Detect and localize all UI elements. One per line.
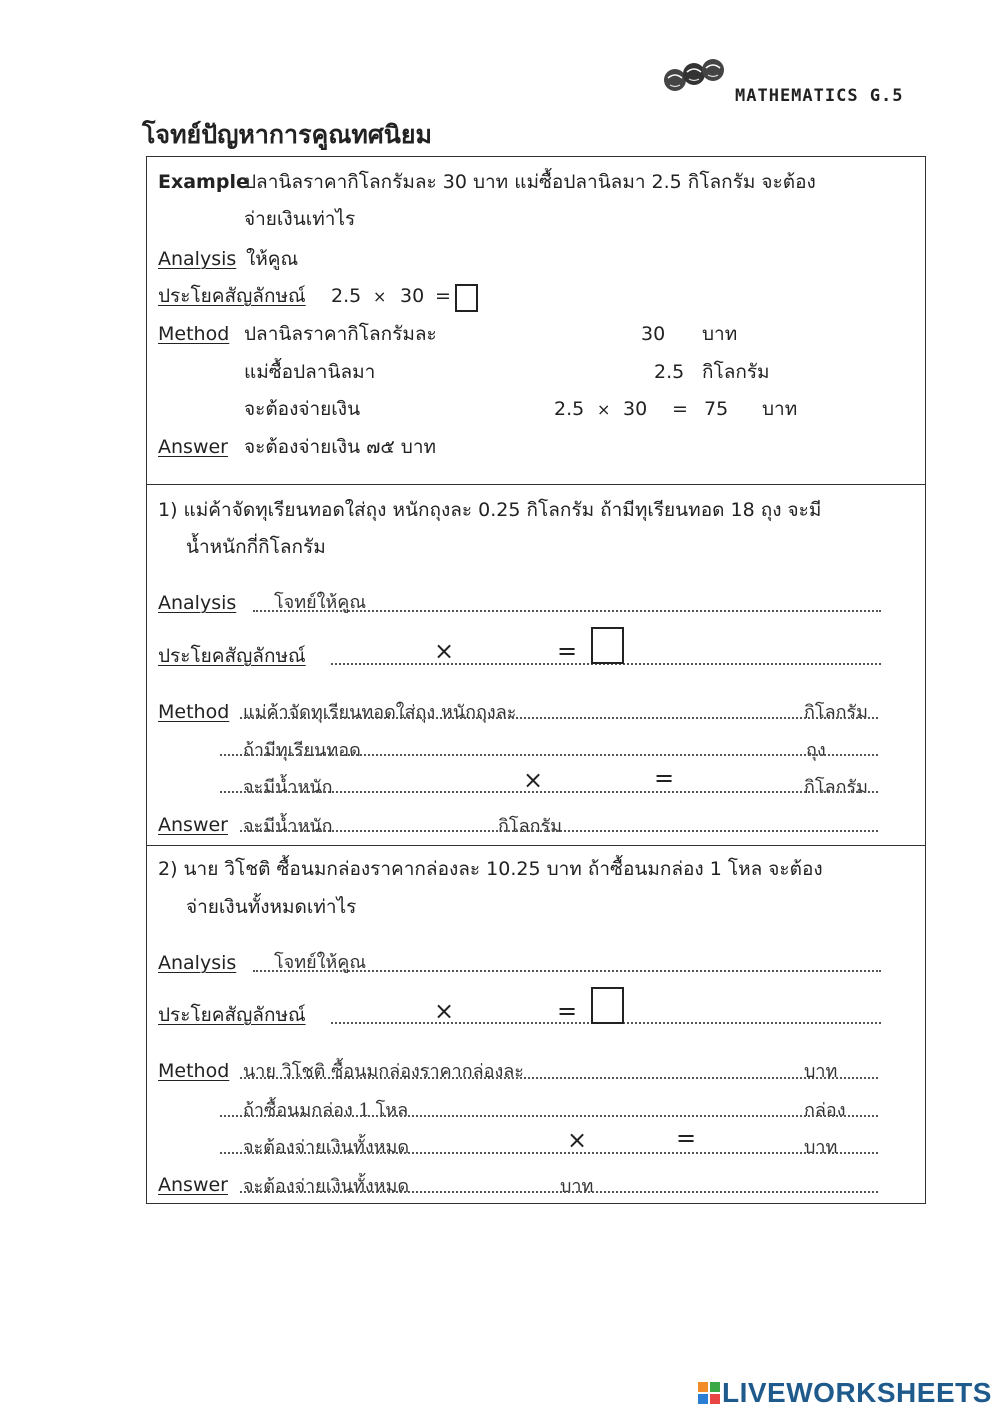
problem2-answer-unit: บาท (560, 1176, 594, 1197)
page-title: โจทย์ปัญหาการคูณทศนิยม (142, 120, 432, 149)
times-sign: × (373, 287, 387, 306)
example-sentence-a: 2.5 (331, 285, 362, 307)
problem2-method-row1-unit: บาท (804, 1061, 838, 1082)
example-answer-label: Answer (158, 436, 228, 458)
problem1-method-row3-text: จะมีน้ำหนัก (243, 777, 333, 798)
problem2-method-row2-unit: กล่อง (804, 1100, 846, 1121)
example-method-row1-value: 30 (641, 323, 666, 345)
problem2-method-row2-line[interactable] (220, 1115, 878, 1117)
problem1-answer-text: จะมีน้ำหนัก (243, 816, 333, 837)
problem1-method-times-sign: × (523, 766, 544, 794)
problem2-times-sign: × (434, 997, 455, 1025)
problem1-method-row1-unit: กิโลกรัม (804, 702, 869, 723)
problem2-method-row3-unit: บาท (804, 1137, 838, 1158)
problem2-equals-sign: = (557, 997, 578, 1025)
example-answer-text: จะต้องจ่ายเงิน ๗๕ บาท (244, 436, 437, 458)
problem1-method-equals-sign: = (654, 764, 675, 792)
problem1-answer-line[interactable] (240, 830, 878, 832)
example-method-row1-text: ปลานิลราคากิโลกรัมละ (244, 323, 437, 345)
example-method-row3-b: 30 (623, 398, 648, 420)
example-method-row3-result: 75 (704, 398, 729, 420)
example-analysis-text: ให้คูณ (246, 248, 299, 270)
problem1-analysis-line (253, 610, 881, 612)
problem2-analysis-answer[interactable]: โจทย์ให้คูณ (274, 952, 367, 973)
problem2-answer-line[interactable] (240, 1191, 878, 1193)
liveworksheets-logo-icon (698, 1382, 720, 1404)
example-sentence-b: 30 (400, 285, 425, 307)
problem2-analysis-label: Analysis (158, 952, 237, 974)
problem1-method-row3-unit: กิโลกรัม (804, 777, 869, 798)
example-answer-box (455, 284, 478, 312)
example-question-line2: จ่ายเงินเท่าไร (244, 208, 356, 230)
problem2-method-row3-line[interactable] (220, 1152, 878, 1154)
problem2-answer-text: จะต้องจ่ายเงินทั้งหมด (243, 1176, 410, 1197)
problem2-question-line1: 2) นาย วิโชติ ซื้อนมกล่องราคากล่องละ 10.25 บาท ถ้าซื้อนมกล่อง 1 โหล จะต้อง (158, 858, 823, 880)
example-method-row2-value: 2.5 (654, 361, 685, 383)
problem2-method-row2-text: ถ้าซื้อนมกล่อง 1 โหล (243, 1100, 409, 1121)
example-method-label: Method (158, 323, 230, 345)
example-analysis-label: Analysis (158, 248, 237, 270)
problem1-method-row2-text: ถ้ามีทุเรียนทอด (243, 740, 361, 761)
globe-logo-icon (662, 58, 726, 100)
problem2-method-times-sign: × (567, 1126, 588, 1154)
problem2-method-row1-line[interactable] (240, 1077, 878, 1079)
problem2-method-equals-sign: = (676, 1124, 697, 1152)
problem1-method-row3-line[interactable] (220, 791, 878, 793)
example-method-row2-text: แม่ซื้อปลานิลมา (244, 361, 376, 383)
problem2-sentence-label: ประโยคสัญลักษณ์ (158, 1004, 306, 1026)
problem2-question-line2: จ่ายเงินทั้งหมดเท่าไร (186, 896, 357, 918)
example-method-row3-a: 2.5 (554, 398, 585, 420)
problem2-method-label: Method (158, 1060, 230, 1082)
problem2-answer-box[interactable] (591, 987, 624, 1024)
problem1-method-row1-line[interactable] (240, 717, 878, 719)
problem1-answer-box[interactable] (591, 627, 624, 664)
problem2-method-row3-text: จะต้องจ่ายเงินทั้งหมด (243, 1137, 410, 1158)
problem1-sentence-label: ประโยคสัญลักษณ์ (158, 645, 306, 667)
problem1-analysis-label: Analysis (158, 592, 237, 614)
example-method-row3-unit: บาท (762, 398, 798, 420)
problem1-method-label: Method (158, 701, 230, 723)
liveworksheets-brand: LIVEWORKSHEETS (722, 1377, 992, 1408)
problem1-answer-label: Answer (158, 814, 228, 836)
problem1-answer-unit: กิโลกรัม (498, 816, 563, 837)
equals-sign: = (672, 398, 688, 420)
example-method-row3-text: จะต้องจ่ายเงิน (244, 398, 361, 420)
times-sign: × (597, 400, 611, 419)
problem2-method-row1-text: นาย วิโชติ ซื้อนมกล่องราคากล่องละ (243, 1061, 524, 1082)
subject-header: MATHEMATICS G.5 (735, 86, 904, 106)
equals-sign: = (435, 285, 451, 307)
problem2-analysis-line (253, 970, 881, 972)
problem2-answer-label: Answer (158, 1174, 228, 1196)
problem1-times-sign: × (434, 637, 455, 665)
problem1-method-row2-line[interactable] (220, 754, 878, 756)
problem1-analysis-answer[interactable]: โจทย์ให้คูณ (274, 592, 367, 613)
example-method-row1-unit: บาท (702, 323, 738, 345)
example-sentence-label: ประโยคสัญลักษณ์ (158, 285, 306, 307)
problem1-method-row2-unit: ถุง (806, 740, 826, 761)
problem1-question-line2: น้ำหนักกี่กิโลกรัม (186, 536, 326, 558)
example-method-row2-unit: กิโลกรัม (702, 361, 770, 383)
problem1-question-line1: 1) แม่ค้าจัดทุเรียนทอดใส่ถุง หนักถุงละ 0.25 กิโลกรัม ถ้ามีทุเรียนทอด 18 ถุง จะมี (158, 499, 822, 521)
example-label: Example (158, 171, 249, 193)
problem1-equals-sign: = (557, 637, 578, 665)
problem1-method-row1-text: แม่ค้าจัดทุเรียนทอดใส่ถุง หนักถุงละ (243, 702, 517, 723)
example-question-line1: ปลานิลราคากิโลกรัมละ 30 บาท แม่ซื้อปลานิลมา 2.5 กิโลกรัม จะต้อง (244, 171, 816, 193)
